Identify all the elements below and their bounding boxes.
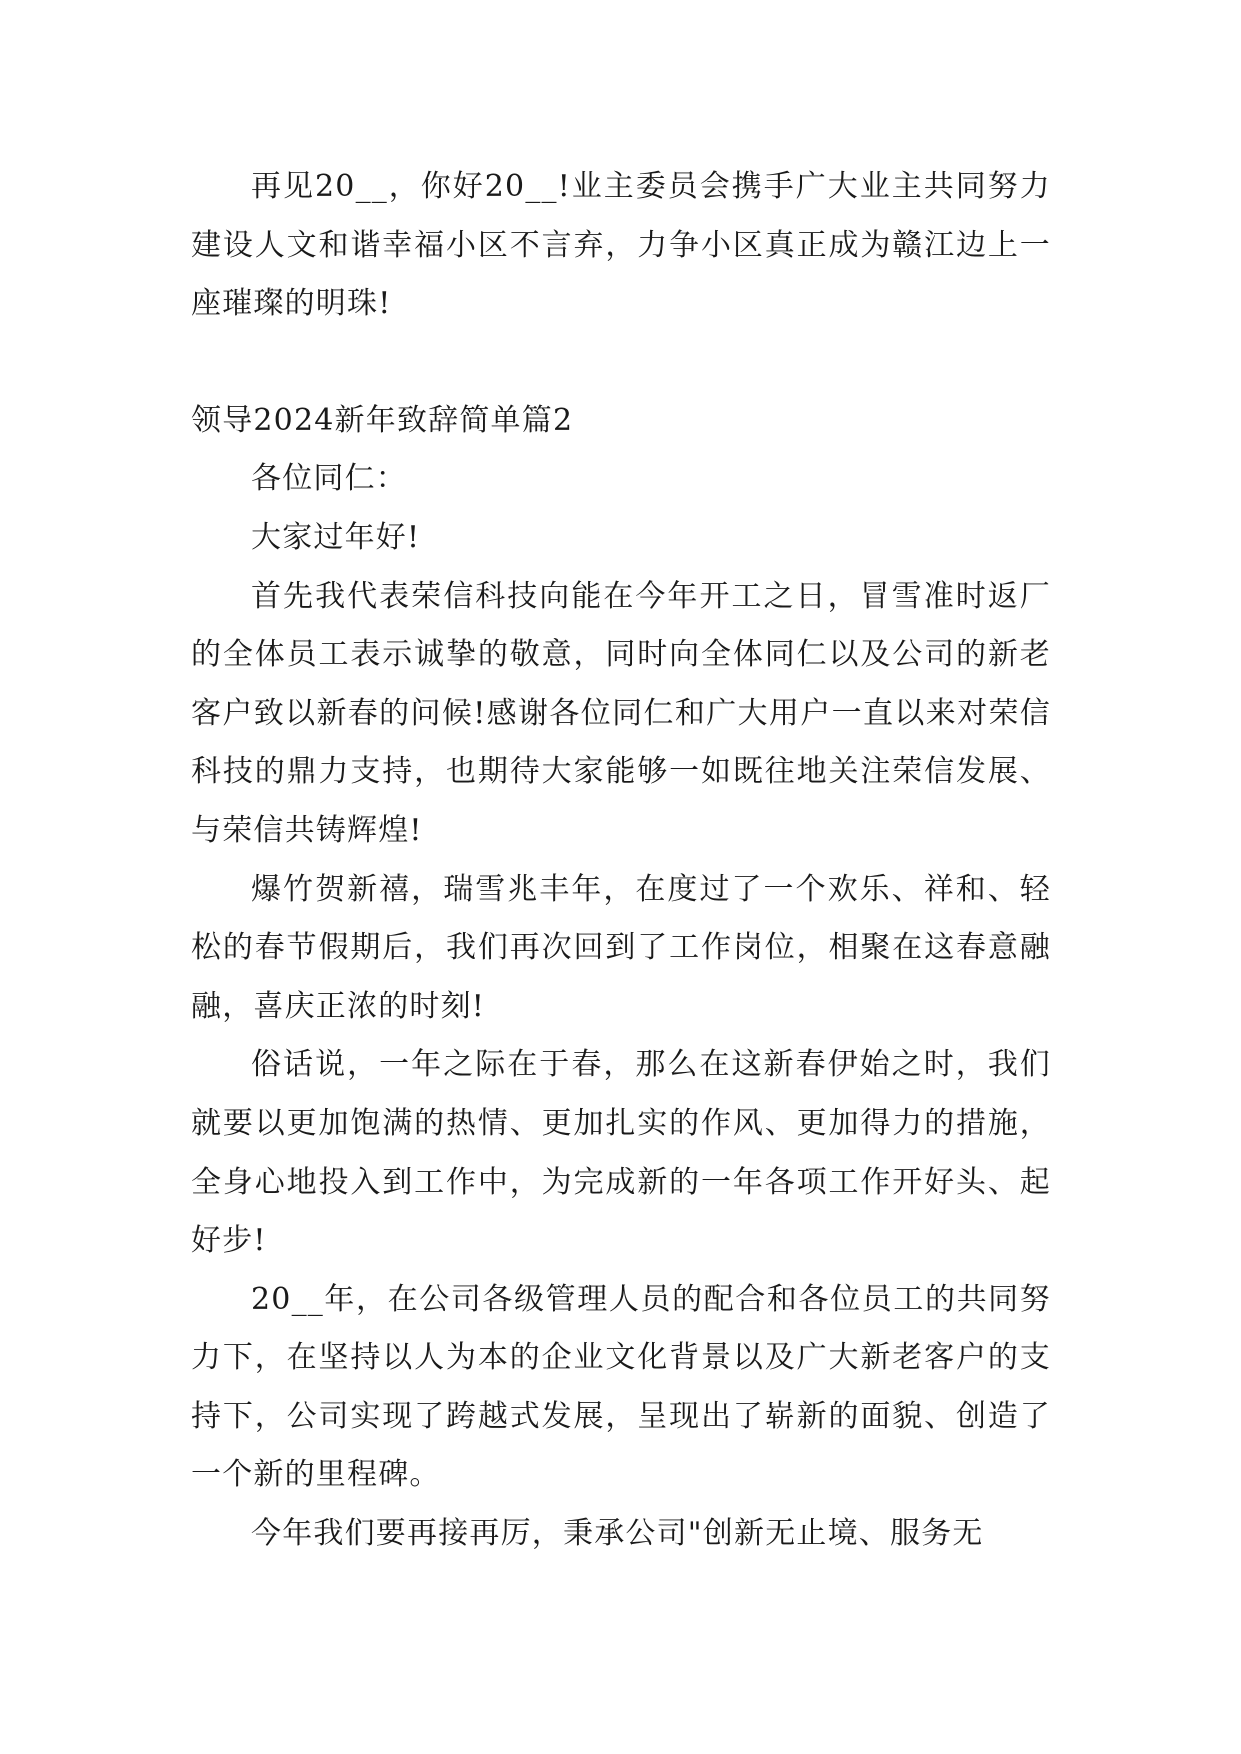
intro-paragraph: 再见20__，你好20__!业主委员会携手广大业主共同努力建设人文和谐幸福小区不言弃，力争小区真正成为赣江边上一座璀璨的明珠! xyxy=(191,169,1051,322)
paragraph-spring: 俗话说，一年之际在于春，那么在这新春伊始之时，我们就要以更加饱满的热情、更加扎实的作风、更加得力的措施，全身心地投入到工作中，为完成新的一年各项工作开好头、起好步! xyxy=(191,1047,1051,1259)
paragraph-greeting: 大家过年好! xyxy=(251,519,421,555)
paragraph-outlook: 今年我们要再接再厉，秉承公司"创新无止境、服务无 xyxy=(251,1516,984,1552)
paragraph-thanks: 首先我代表荣信科技向能在今年开工之日，冒雪准时返厂的全体员工表示诚挚的敬意，同时向全体同仁以及公司的新老客户致以新春的问候!感谢各位同仁和广大用户一直以来对荣信科技的鼎力支持，也期待大家能够一如既往地关注荣信发展、与荣信共铸辉煌! xyxy=(191,578,1051,848)
paragraph-review: 20__年，在公司各级管理人员的配合和各位员工的共同努力下，在坚持以人为本的企业文化背景以及广大新老客户的支持下，公司实现了跨越式发展，呈现出了崭新的面貌、创造了一个新的里程碑。 xyxy=(191,1281,1051,1493)
section-title: 领导2024新年致辞简单篇2 xyxy=(191,402,574,438)
paragraph-festival: 爆竹贺新禧，瑞雪兆丰年，在度过了一个欢乐、祥和、轻松的春节假期后，我们再次回到了工作岗位，相聚在这春意融融，喜庆正浓的时刻! xyxy=(191,871,1051,1024)
paragraph-salutation: 各位同仁： xyxy=(251,461,407,497)
document-body xyxy=(191,158,1051,1564)
